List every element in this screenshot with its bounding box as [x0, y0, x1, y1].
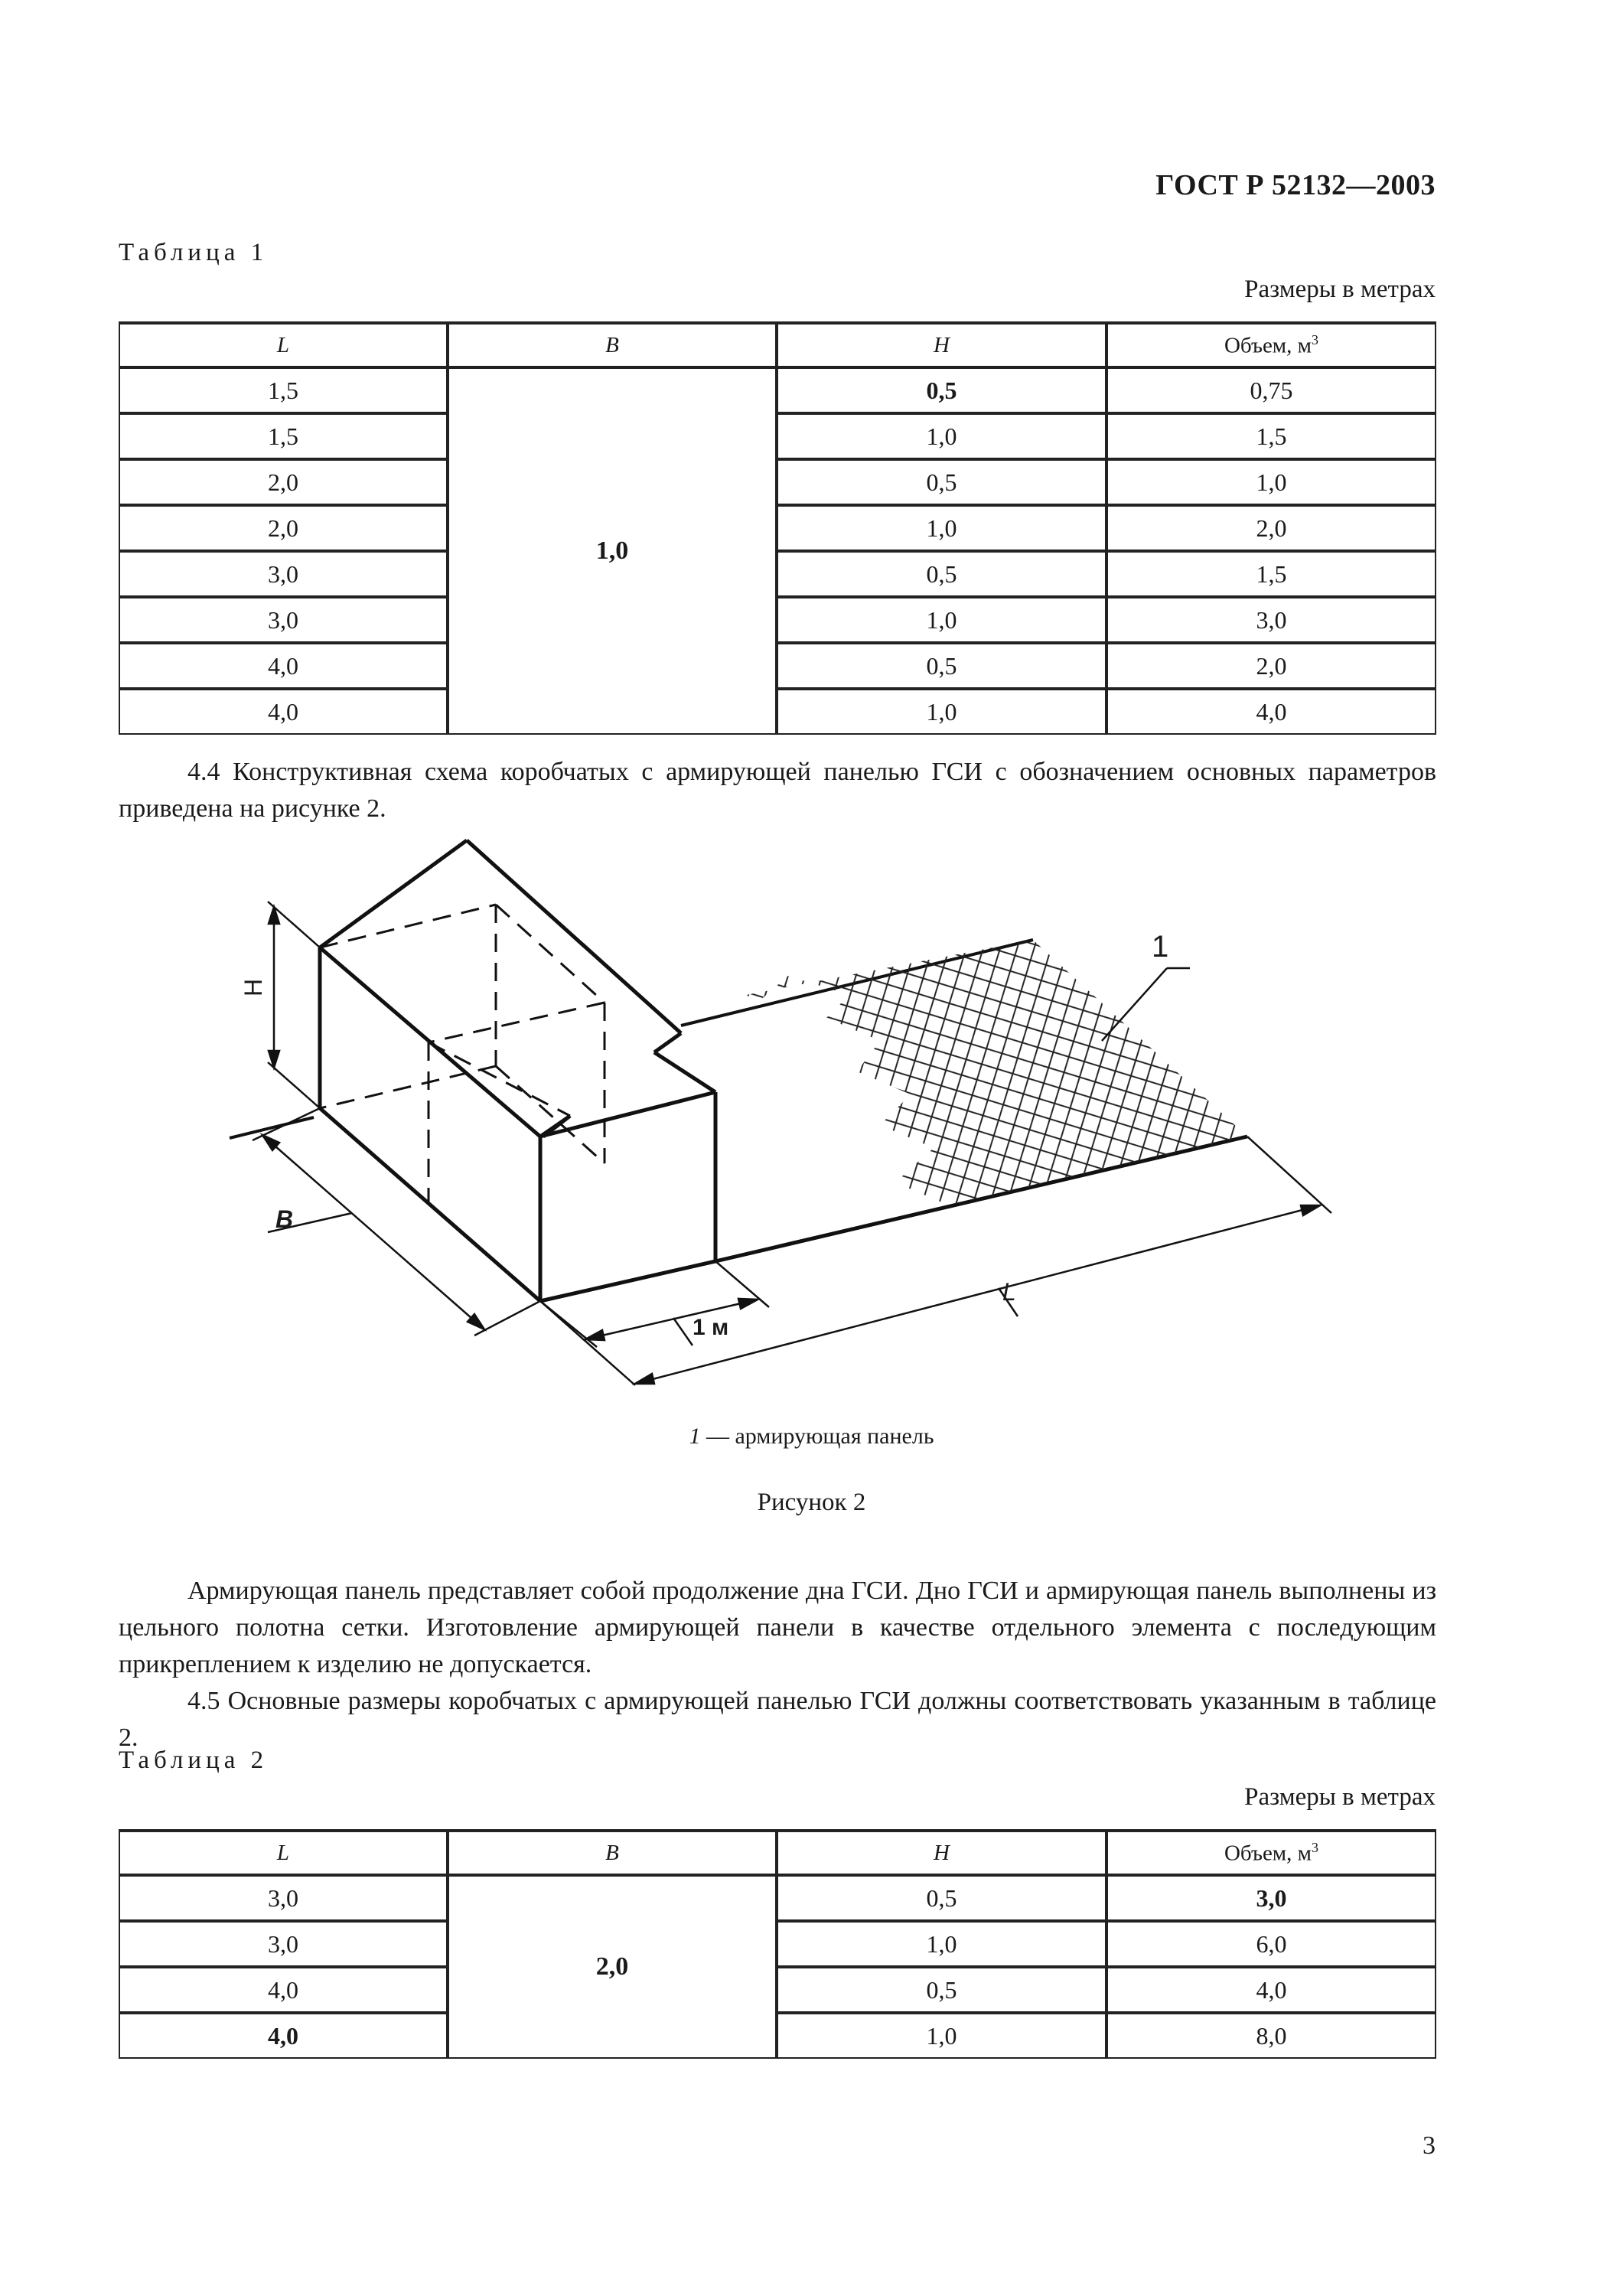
label-L: L	[1002, 1278, 1016, 1306]
label-callout-1: 1	[1152, 930, 1169, 964]
cell-L: 4,0	[119, 689, 448, 735]
cell-L: 4,0	[119, 643, 448, 689]
cell-H: 1,0	[777, 505, 1106, 551]
table-row	[119, 1967, 1436, 2013]
cell-volume: 1,5	[1106, 413, 1436, 459]
cell-H: 1,0	[777, 413, 1106, 459]
table2-caption: Таблица 2	[119, 1746, 269, 1774]
cell-L: 4,0	[119, 1967, 448, 2013]
cell-L: 3,0	[119, 1875, 448, 1921]
label-1m: 1 м	[693, 1315, 729, 1340]
header-H: H	[777, 1829, 1106, 1875]
cell-volume: 8,0	[1106, 2013, 1436, 2059]
cell-volume: 6,0	[1106, 1921, 1436, 1967]
header-volume: Объем, $м^3$	[1106, 321, 1436, 367]
cell-H: 0,5	[777, 551, 1106, 597]
table-row	[119, 1921, 1436, 1967]
table-row	[119, 1875, 1436, 1921]
cell-volume: 2,0	[1106, 505, 1436, 551]
cell-H: 0,5	[777, 1967, 1106, 2013]
box-outline	[320, 840, 715, 1301]
document-code: ГОСТ Р 52132—2003	[1155, 169, 1436, 201]
cell-H: 0,5	[777, 1875, 1106, 1921]
cell-volume: 4,0	[1106, 689, 1436, 735]
cell-H: 1,0	[777, 689, 1106, 735]
cell-H: 0,5	[777, 367, 1106, 413]
table1-units: Размеры в метрах	[1244, 276, 1436, 303]
cell-H: 1,0	[777, 597, 1106, 643]
table2-units: Размеры в метрах	[1244, 1783, 1436, 1811]
cell-L: 1,5	[119, 413, 448, 459]
ground-line	[230, 1117, 314, 1138]
label-H: H	[240, 978, 268, 997]
table2	[119, 1829, 1436, 2059]
cell-L: 1,5	[119, 367, 448, 413]
page-number: 3	[1423, 2131, 1436, 2160]
table1-caption: Таблица 1	[119, 239, 269, 266]
cell-B-merged: 2,0	[448, 1875, 777, 2059]
legend-number: 1	[689, 1424, 701, 1449]
header-volume: Объем, $м^3$	[1106, 1829, 1436, 1875]
cell-H: 1,0	[777, 1921, 1106, 1967]
cell-volume: 3,0	[1106, 597, 1436, 643]
paragraph-4-4: 4.4 Конструктивная схема коробчатых с армирующей панелью ГСИ с обозначением основных параметров приведена на рисунке 2.	[119, 758, 1436, 823]
table-row	[119, 2013, 1436, 2059]
cell-H: 0,5	[777, 459, 1106, 505]
legend-text: — армирующая панель	[700, 1424, 934, 1449]
figure-caption: Рисунок 2	[757, 1489, 866, 1516]
paragraph-4-5: 4.5 Основные размеры коробчатых с армирующей панелью ГСИ должны соответствовать указанным в таблице 2.	[119, 1687, 1436, 1752]
cell-volume: 4,0	[1106, 1967, 1436, 2013]
header-L: L	[119, 1829, 448, 1875]
figure-legend	[0, 1424, 1623, 1450]
cell-L: 3,0	[119, 597, 448, 643]
cell-volume: 3,0	[1106, 1875, 1436, 1921]
cell-L: 4,0	[119, 2013, 448, 2059]
cell-volume: 1,0	[1106, 459, 1436, 505]
header-B: B	[448, 321, 777, 367]
cell-L: 3,0	[119, 551, 448, 597]
paragraph-panel: Армирующая панель представляет собой продолжение дна ГСИ. Дно ГСИ и армирующая панель выполнены из цельного полотна сетки. Изготовление армирующей панели в качестве отдельного элемента с последующим прикреплением к изделию не допускается.	[119, 1577, 1436, 1678]
reinforcing-panel-mesh	[746, 940, 1247, 1205]
header-B: B	[448, 1829, 777, 1875]
box-hidden-edges	[320, 905, 605, 1202]
cell-H: 0,5	[777, 643, 1106, 689]
dimension-B	[253, 1108, 540, 1336]
cell-L: 2,0	[119, 505, 448, 551]
table-header-row	[119, 1829, 1436, 1875]
cell-volume: 0,75	[1106, 367, 1436, 413]
dimension-H	[268, 902, 320, 1108]
header-H: H	[777, 321, 1106, 367]
header-L: L	[119, 321, 448, 367]
cell-L: 2,0	[119, 459, 448, 505]
cell-volume: 2,0	[1106, 643, 1436, 689]
cell-H: 1,0	[777, 2013, 1106, 2059]
cell-B-merged: 1,0	[448, 367, 777, 735]
label-B: B	[275, 1205, 294, 1233]
cell-volume: 1,5	[1106, 551, 1436, 597]
cell-L: 3,0	[119, 1921, 448, 1967]
